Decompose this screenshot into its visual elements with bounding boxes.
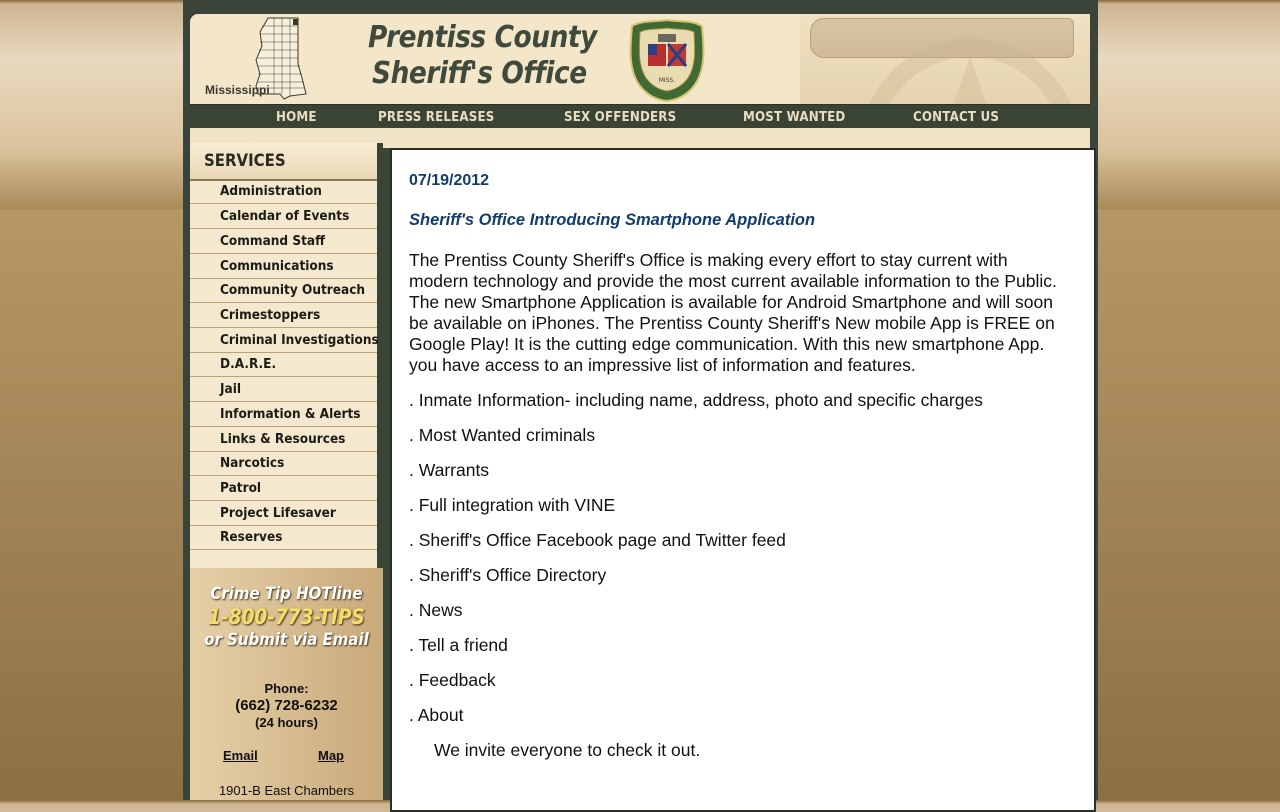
sidebar-item-label: Community Outreach [220,282,366,298]
sidebar-item-label: Communications [220,258,334,274]
sidebar-item-label: D.A.R.E. [220,356,277,372]
phone-number: (662) 728-6232 [235,697,338,714]
phone-label: Phone: [264,681,309,696]
sheriff-star-icon [850,34,1090,104]
feature-item: . News [409,600,463,620]
sidebar-item-information-alerts[interactable] [190,402,377,427]
sidebar-item-label: Jail [220,381,242,397]
page-frame [183,0,1098,800]
sidebar-item-criminal-investigations[interactable] [190,328,377,353]
address-line: 1901-B East Chambers [218,783,355,798]
sidebar-item-project-lifesaver[interactable] [190,501,377,526]
sidebar-item-label: Links & Resources [220,431,346,447]
sidebar [190,143,383,800]
services-title: SERVICES [204,151,286,171]
main-content [390,148,1096,812]
article [409,172,1069,761]
services-header [190,143,377,181]
sidebar-item-label: Patrol [220,480,262,496]
sidebar-item-label: Administration [220,183,322,199]
hotline-number: 1-800-773-TIPS [208,605,365,629]
sidebar-item-label: Criminal Investigations [220,332,379,348]
article-date: 07/19/2012 [409,172,490,189]
feature-item: . Sheriff's Office Directory [409,565,607,585]
email-link[interactable]: Email [223,748,258,763]
sidebar-item-calendar-of-events[interactable] [190,204,377,229]
main-nav [190,104,1090,129]
feature-item: . Full integration with VINE [409,495,616,515]
nav-most-wanted[interactable]: MOST WANTED [743,109,846,125]
feature-item: . Tell a friend [409,635,508,655]
sidebar-item-administration[interactable] [190,179,377,204]
article-body: The Prentiss County Sheriff's Office is making every effort to stay current with modern technology and provide the most current available information to the Public. The new Smartphone Application is available for Android Smartphone and will soon be available on iPhones. The Prentiss County Sheriff's New mobile App is FREE on Google Play! It is the cutting edge communication. With this new smartphone App. you have access to an impressive list of information and features. [409,250,1057,375]
hotline-title: Crime Tip HOTline [210,584,363,604]
crime-tip-hotline[interactable] [190,583,383,651]
nav-sex-offenders[interactable]: SEX OFFENDERS [564,109,677,125]
sidebar-item-label: Information & Alerts [220,406,361,422]
sidebar-item-command-staff[interactable] [190,229,377,254]
sidebar-item-dare[interactable] [190,352,377,377]
map-link[interactable]: Map [318,748,344,763]
sidebar-item-label: Project Lifesaver [220,505,336,521]
article-closing: We invite everyone to check it out. [434,740,701,760]
sidebar-item-label: Narcotics [220,455,285,471]
site-title-line2: Sheriff's Office [372,56,587,91]
article-title: Sheriff's Office Introducing Smartphone Application [409,211,816,229]
sidebar-item-label: Reserves [220,529,283,545]
sidebar-item-narcotics[interactable] [190,451,377,476]
nav-contact-us[interactable]: CONTACT US [913,109,1000,125]
site-header [190,14,1090,104]
svg-text:MISS.: MISS. [658,77,676,84]
sidebar-item-links-resources[interactable] [190,427,377,452]
phone-block [190,681,383,730]
sidebar-item-jail[interactable] [190,377,377,402]
feature-item: . Warrants [409,460,490,480]
sidebar-item-label: Calendar of Events [220,208,350,224]
feature-item: . Inmate Information- including name, address, photo and specific charges [409,390,983,410]
state-label: Mississippi [205,83,270,97]
feature-item: . About [409,705,464,725]
sidebar-item-community-outreach[interactable] [190,278,377,303]
phone-hours: (24 hours) [255,715,318,730]
nav-press-releases[interactable]: PRESS RELEASES [378,109,495,125]
sidebar-item-crimestoppers[interactable] [190,303,377,328]
services-menu [190,143,383,568]
sidebar-item-patrol[interactable] [190,476,377,501]
site-title-line1: Prentiss County [368,20,597,55]
nav-home[interactable]: HOME [276,109,317,125]
sidebar-item-label: Command Staff [220,233,325,249]
feature-item: . Sheriff's Office Facebook page and Twitter feed [409,530,786,550]
sidebar-item-reserves[interactable] [190,525,377,550]
feature-item: . Most Wanted criminals [409,425,596,445]
hotline-submit-email: or Submit via Email [204,630,369,650]
feature-item: . Feedback [409,670,496,690]
sheriff-badge-icon[interactable] [628,18,706,102]
sidebar-item-communications[interactable] [190,254,377,279]
sidebar-item-label: Crimestoppers [220,307,321,323]
